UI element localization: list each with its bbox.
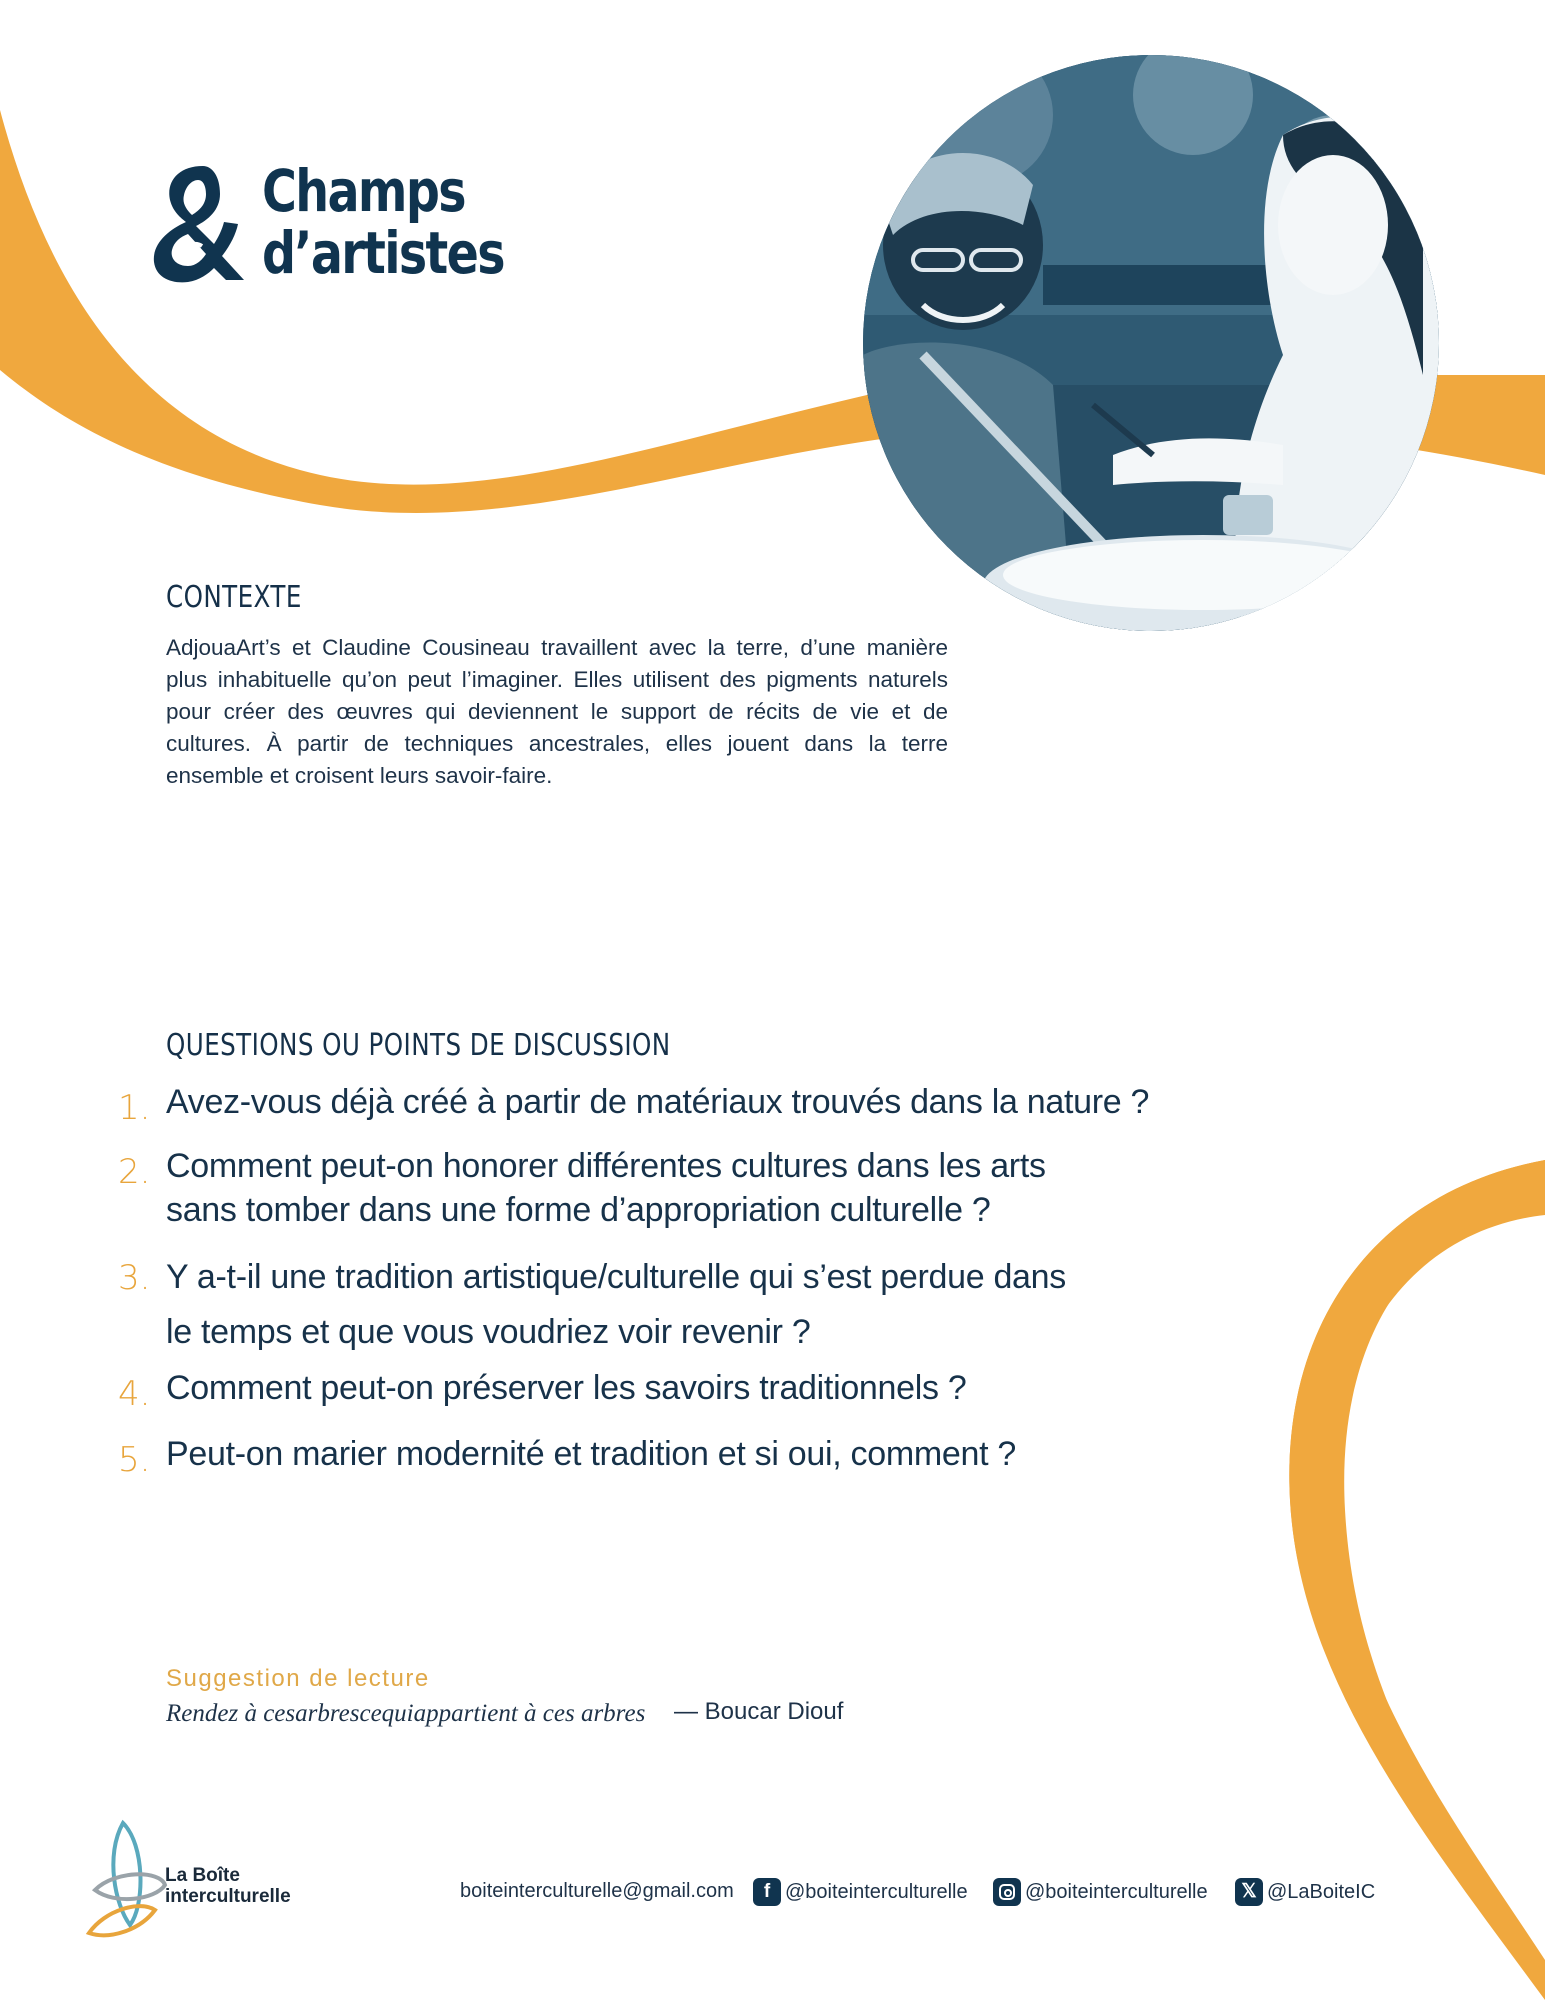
ampersand-leaf-icon bbox=[148, 160, 248, 285]
questions-heading: QUESTIONS OU POINTS DE DISCUSSION bbox=[166, 1028, 671, 1063]
champs-dartistes-logo bbox=[148, 157, 504, 295]
question-number: 4. bbox=[118, 1374, 151, 1414]
reading-label: Suggestion de lecture bbox=[166, 1665, 430, 1692]
instagram-handle: @boiteinterculturelle bbox=[1025, 1880, 1208, 1903]
butterfly-loop-icon bbox=[85, 1815, 175, 1945]
x-handle: @LaBoiteIC bbox=[1267, 1880, 1376, 1903]
question-number: 2. bbox=[118, 1152, 151, 1192]
instagram-icon bbox=[993, 1878, 1021, 1906]
question-number: 3. bbox=[118, 1258, 151, 1298]
facebook-handle: @boiteinterculturelle bbox=[785, 1880, 968, 1903]
reading-author: — Boucar Diouf bbox=[674, 1698, 844, 1725]
brand-title-line1: Champs bbox=[262, 157, 465, 225]
x-link[interactable] bbox=[1235, 1878, 1375, 1906]
facebook-link[interactable] bbox=[753, 1878, 968, 1906]
question-number: 5. bbox=[118, 1440, 151, 1480]
org-name: La Boîte interculturelle bbox=[165, 1865, 291, 1907]
hero-photo bbox=[863, 55, 1439, 631]
instagram-link[interactable] bbox=[993, 1878, 1208, 1906]
reading-title: Rendez à cesarbrescequiappartient à ces arbres bbox=[166, 1700, 646, 1727]
facebook-icon: f bbox=[753, 1878, 781, 1906]
question-text: Y a-t-il une tradition artistique/culturelle qui s’est perdue dans le temps et que vous voudriez voir revenir ? bbox=[166, 1258, 1066, 1351]
brand-title-line2: d’artistes bbox=[262, 219, 504, 287]
email-link[interactable] bbox=[460, 1880, 734, 1903]
question-text: Avez-vous déjà créé à partir de matériaux trouvés dans la nature ? bbox=[166, 1083, 1150, 1121]
context-heading: CONTEXTE bbox=[166, 580, 302, 615]
la-boite-interculturelle-logo bbox=[85, 1815, 325, 1945]
photo-two-women-icon bbox=[863, 55, 1439, 631]
email-text: boiteinterculturelle@gmail.com bbox=[460, 1880, 734, 1902]
brand-title bbox=[262, 157, 504, 287]
question-text: Comment peut-on préserver les savoirs traditionnels ? bbox=[166, 1369, 967, 1407]
context-body: AdjouaArt’s et Claudine Cousineau travaillent avec la terre, d’une manière plus inhabituelle qu’on peut l’imaginer. Elles utilisent des pigments naturels pour créer des œuvres qui deviennent le support de récits de vie et de cultures. À partir de techniques ancestrales, elles jouent dans la terre ensemble et croisent leurs savoir-faire. bbox=[166, 635, 948, 788]
question-text: Peut-on marier modernité et tradition et si oui, comment ? bbox=[166, 1435, 1016, 1473]
question-text: Comment peut-on honorer différentes cultures dans les arts sans tomber dans une forme d’appropriation culturelle ? bbox=[166, 1147, 1046, 1229]
question-number: 1. bbox=[118, 1088, 151, 1128]
x-icon: 𝕏 bbox=[1235, 1878, 1263, 1906]
